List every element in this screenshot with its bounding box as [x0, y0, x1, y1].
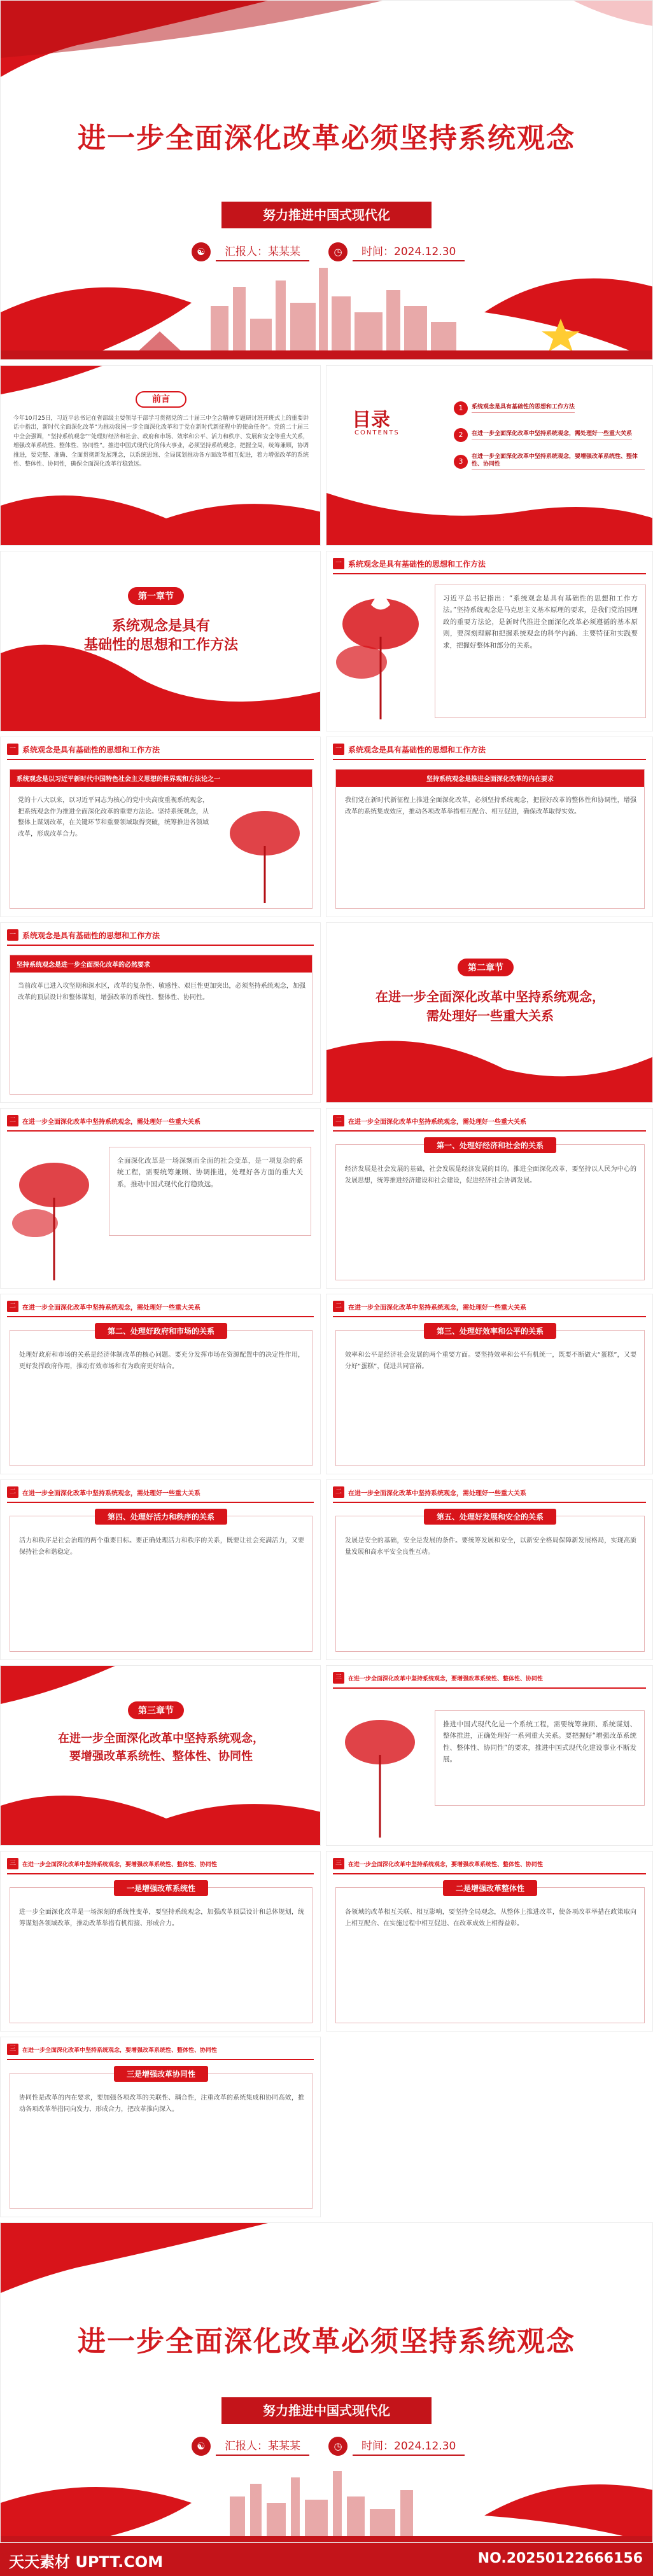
part1-quote-box: 习近平总书记指出：“系统观念是具有基础性的思想和工作方法。”坚持系统观念是马克思主义基本原理的要求，是我们党治国理政的重要方法论，是新时代推进全面深化改革必须遵循的基本原则，要深刻理解和把握系统观念的科学内涵、主要特征和实践要求，把握好整体和部分的关系。	[435, 585, 646, 718]
lotus-illustration	[10, 1147, 99, 1280]
part2-label: 第二章节	[458, 959, 514, 976]
cover-time: ◷ 时间：2024.12.30	[328, 242, 465, 261]
part2-rel5-box: 第五、处理好发展和安全的关系 发展是安全的基础，安全是发展的条件。要统筹发展和安全，以新安全格局保障新发展格局，实现高质量发展和高水平安全良性互动。	[335, 1516, 645, 1652]
part3-point2-slide: 三 在进一步全面深化改革中坚持系统观念，要增强改革系统性、整体性、协同性 二是增强改革整体性 各领域的改革相互关联、相互影响，要坚持全局观念，从整体上推进改革，使各项改革举措在政策取向上相互配合、在实施过程中相互促进、在改革成效上相得益彰。	[326, 1851, 653, 2032]
part1-label: 第一章节	[128, 587, 184, 605]
part1-title-line2: 基础性的思想和工作方法	[83, 637, 238, 653]
lotus-illustration	[335, 1704, 425, 1838]
part3-cover-slide	[0, 1665, 321, 1846]
part3-point2-box: 二是增强改革整体性 各领域的改革相互关联、相互影响，要坚持全局观念，从整体上推进改革，使各项改革举措在政策取向上相互配合、在实施过程中相互促进、在改革成效上相得益彰。	[335, 1887, 645, 2023]
cover-slide	[0, 0, 653, 360]
part1-title-line1: 系统观念是具有	[111, 618, 210, 634]
part2-rel1-box: 第一、处理好经济和社会的关系 经济发展是社会发展的基础，社会发展是经济发展的目的。推进全面深化改革，要坚持以人民为中心的发展思想，统筹推进经济建设和社会建设，促进经济社会协调发展。	[335, 1144, 645, 1280]
part2-title-line2: 需处理好一些重大关系	[426, 1008, 554, 1023]
part3-point1-box: 一是增强改革系统性 进一步全面深化改革是一场深刻的系统性变革，要坚持系统观念，加强改革顶层设计和总体规划，统筹谋划各领域改革，推动改革举措有机衔接、形成合力。	[10, 1887, 312, 2023]
part3-point1-slide: 三 在进一步全面深化改革中坚持系统观念，要增强改革系统性、整体性、协同性 一是增强改革系统性 进一步全面深化改革是一场深刻的系统性变革，要坚持系统观念，加强改革顶层设计和总体规划，统筹谋划各领域改革，推动改革举措有机衔接、形成合力。	[0, 1851, 321, 2032]
end-cover-reporter: ☯ 汇报人：某某某	[192, 2437, 309, 2456]
cover-title: 进一步全面深化改革必须坚持系统观念	[78, 122, 575, 155]
part3-point3-slide: 三 在进一步全面深化改革中坚持系统观念，要增强改革系统性、整体性、协同性 三是增强改革协同性 协同性是改革的内在要求，要加强各项改革的关联性、耦合性，注重改革的系统集成和协同高效，推动各项改革举措同向发力、形成合力，把改革推向深入。	[0, 2037, 321, 2217]
part3-title-line1: 在进一步全面深化改革中坚持系统观念，	[58, 1732, 264, 1745]
toc-item-2[interactable]: 2 在进一步全面深化改革中坚持系统观念，需处理好一些重大关系	[454, 424, 645, 446]
preface-text: 今年10月25日，习近平总书记在省部级主要领导干部学习贯彻党的二十届三中全会精神专题研讨班开班式上的重要讲话中指出，新时代全面深化改革“为推动我国一步全面深化改革和于党在新时代新征程中的使命任务”。党的二十届三中全会强调，“坚持系统观念”“处理好经济和社会、政府和市场、效率和公平、活力和秩序、发展和安全等重大关系，增强改革系统性、整体性、协同性”。推进中国式现代化的伟大事业，必须坚持系统观念，把握全局，统筹兼顾，协调推进，要完整、准确、全面贯彻新发展理念，以系统思维、全局谋划推动各方面改革相互促进，着力增强改革的系统性、整体性、协同性，确保全面深化改革行稳致远。	[13, 415, 309, 467]
cover-subtitle: 努力推进中国式现代化	[221, 202, 432, 228]
part2-intro-slide: 二 在进一步全面深化改革中坚持系统观念，需处理好一些重大关系 全面深化改革是一场深刻而全面的社会变革，是一项复杂的系统工程，需要统筹兼顾、协调推进，处理好各方面的重大关系，推动中国式现代化行稳致远。	[0, 1108, 321, 1289]
clock-icon: ◷	[328, 242, 348, 261]
part3-point3-box: 三是增强改革协同性 协同性是改革的内在要求，要加强各项改革的关联性、耦合性，注重改革的系统集成和协同高效，推动各项改革举措同向发力、形成合力，把改革推向深入。	[10, 2073, 312, 2209]
part2-rel2-box: 第二、处理好政府和市场的关系 处理好政府和市场的关系是经济体制改革的核心问题。要充分发挥市场在资源配置中的决定性作用，更好发挥政府作用，推动有效市场和有为政府更好结合。	[10, 1330, 312, 1466]
part2-rel1-slide: 二 在进一步全面深化改革中坚持系统观念，需处理好一些重大关系 第一、处理好经济和社会的关系 经济发展是社会发展的基础，社会发展是经济发展的目的。推进全面深化改革，要坚持以人民为中心的发展思想，统筹推进经济建设和社会建设，促进经济社会协调发展。	[326, 1108, 653, 1289]
toc-subtitle: CONTENTS	[355, 429, 400, 436]
end-cover-subtitle: 努力推进中国式现代化	[221, 2397, 432, 2424]
part1-card3-slide: 一 系统观念是具有基础性的思想和工作方法 坚持系统观念是进一步全面深化改革的必然要求 当前改革已进入攻坚期和深水区，改革的复杂性、敏感性、艰巨性更加突出，必须坚持系统观念，加强改革的顶层设计和整体谋划，增强改革的系统性、整体性、协同性。	[0, 922, 321, 1103]
part2-rel2-slide: 二 在进一步全面深化改革中坚持系统观念，需处理好一些重大关系 第二、处理好政府和市场的关系 处理好政府和市场的关系是经济体制改革的核心问题。要充分发挥市场在资源配置中的决定性作用，更好发挥政府作用，推动有效市场和有为政府更好结合。	[0, 1294, 321, 1474]
end-cover-time: ◷ 时间：2024.12.30	[328, 2437, 465, 2456]
part1-card2-slide: 一 系统观念是具有基础性的思想和工作方法 坚持系统观念是推进全面深化改革的内在要求 我们党在新时代新征程上推进全面深化改革，必须坚持系统观念，把握好改革的整体性和协调性，增强改革的系统集成效应，推动各项改革举措相互配合、相互促进，确保改革取得实效。	[326, 737, 653, 917]
preface-slide	[0, 365, 321, 546]
end-cover-slide	[0, 2222, 653, 2543]
part2-intro-box: 全面深化改革是一场深刻而全面的社会变革，是一项复杂的系统工程，需要统筹兼顾、协调推进，处理好各方面的重大关系，推动中国式现代化行稳致远。	[109, 1147, 311, 1236]
part1-card2: 坚持系统观念是推进全面深化改革的内在要求 我们党在新时代新征程上推进全面深化改革，必须坚持系统观念，把握好改革的整体性和协调性，增强改革的系统集成效应，推动各项改革举措相互配合、相互促进，确保改革取得实效。	[335, 769, 645, 909]
toc-slide	[326, 365, 653, 546]
user-icon: ☯	[192, 2437, 211, 2456]
city-skyline-illustration	[1, 242, 653, 360]
part1-card1-slide: 一 系统观念是具有基础性的思想和工作方法 系统观念是以习近平新时代中国特色社会主义思想的世界观和方法论之一 党的十八大以来，以习近平同志为核心的党中央高度重视系统观念，把系统观念作为推进全面深化改革的重要方法论。坚持系统观念，从整体上谋划改革，在关键环节和重要领域取得突破，统筹推进各领域改革，形成改革合力。	[0, 737, 321, 917]
part2-rel3-box: 第三、处理好效率和公平的关系 效率和公平是经济社会发展的两个重要方面。要坚持效率和公平有机统一，既要不断做大“蛋糕”，又要分好“蛋糕”，促进共同富裕。	[335, 1330, 645, 1466]
toc-item-1[interactable]: 1 系统观念是具有基础性的思想和工作方法	[454, 398, 645, 419]
part3-title-line2: 要增强改革系统性、整体性、协同性	[69, 1750, 253, 1763]
part2-cover-slide	[326, 922, 653, 1103]
clock-icon: ◷	[328, 2437, 348, 2456]
end-cover-title: 进一步全面深化改革必须坚持系统观念	[78, 2325, 575, 2358]
lotus-illustration	[220, 795, 309, 903]
footer-number: NO.20250122666156	[477, 2551, 643, 2566]
cover-reporter: ☯ 汇报人：某某某	[192, 242, 309, 261]
red-ribbon-top-decoration	[1, 2223, 653, 2299]
user-icon: ☯	[192, 242, 211, 261]
footer-brand: 天天素材 UPTT.COM	[9, 2553, 164, 2571]
toc-title: 目录	[352, 409, 390, 431]
part2-rel5-slide: 二 在进一步全面深化改革中坚持系统观念，需处理好一些重大关系 第五、处理好发展和安全的关系 发展是安全的基础，安全是发展的条件。要统筹发展和安全，以新安全格局保障新发展格局，实现高质量发展和高水平安全良性互动。	[326, 1479, 653, 1660]
part1-card1: 系统观念是以习近平新时代中国特色社会主义思想的世界观和方法论之一 党的十八大以来，以习近平同志为核心的党中央高度重视系统观念，把系统观念作为推进全面深化改革的重要方法论。坚持系统观念，从整体上谋划改革，在关键环节和重要领域取得突破，统筹推进各领域改革，形成改革合力。	[10, 769, 312, 909]
watermark-footer	[0, 2543, 653, 2576]
city-skyline-illustration	[1, 2465, 653, 2543]
part1-cover-slide	[0, 551, 321, 731]
part3-intro-box: 推进中国式现代化是一个系统工程，需要统筹兼顾、系统谋划、整体推进，正确处理好一系列重大关系。要把握好“增强改革系统性、整体性、协同性”的要求，推进中国式现代化建设事业不断发展。	[435, 1710, 645, 1806]
part2-rel4-slide: 二 在进一步全面深化改革中坚持系统观念，需处理好一些重大关系 第四、处理好活力和秩序的关系 活力和秩序是社会治理的两个重要目标。要正确处理活力和秩序的关系，既要让社会充满活力，又要保持社会和谐稳定。	[0, 1479, 321, 1660]
red-ribbon-top-decoration	[1, 1, 653, 83]
part1-card3: 坚持系统观念是进一步全面深化改革的必然要求 当前改革已进入攻坚期和深水区，改革的复杂性、敏感性、艰巨性更加突出，必须坚持系统观念，加强改革的顶层设计和整体谋划，增强改革的系统性、整体性、协同性。	[10, 955, 312, 1095]
preface-title: 前言	[136, 391, 186, 408]
part2-rel3-slide: 二 在进一步全面深化改革中坚持系统观念，需处理好一些重大关系 第三、处理好效率和公平的关系 效率和公平是经济社会发展的两个重要方面。要坚持效率和公平有机统一，既要不断做大“蛋糕”，又要分好“蛋糕”，促进共同富裕。	[326, 1294, 653, 1474]
part3-intro-slide: 三 在进一步全面深化改革中坚持系统观念，要增强改革系统性、整体性、协同性 推进中国式现代化是一个系统工程，需要统筹兼顾、系统谋划、整体推进，正确处理好一系列重大关系。要把握好“增强改革系统性、整体性、协同性”的要求，推进中国式现代化建设事业不断发展。	[326, 1665, 653, 1846]
part2-rel4-box: 第四、处理好活力和秩序的关系 活力和秩序是社会治理的两个重要目标。要正确处理活力和秩序的关系，既要让社会充满活力，又要保持社会和谐稳定。	[10, 1516, 312, 1652]
lotus-illustration	[333, 579, 428, 726]
part3-label: 第三章节	[128, 1701, 184, 1719]
part1-quote-slide: 一 系统观念是具有基础性的思想和工作方法 习近平总书记指出：“系统观念是具有基础性的思想和工作方法。”坚持系统观念是马克思主义基本原理的要求，是我们党治国理政的重要方法论，是新时代推进全面深化改革必须遵循的基本原则，要深刻理解和把握系统观念的科学内涵、主要特征和实践要求，把握好整体和部分的关系。	[326, 551, 653, 731]
toc-item-3[interactable]: 3 在进一步全面深化改革中坚持系统观念，要增强改革系统性、整体性、协同性	[454, 451, 645, 473]
part2-title-line1: 在进一步全面深化改革中坚持系统观念，	[376, 989, 605, 1004]
